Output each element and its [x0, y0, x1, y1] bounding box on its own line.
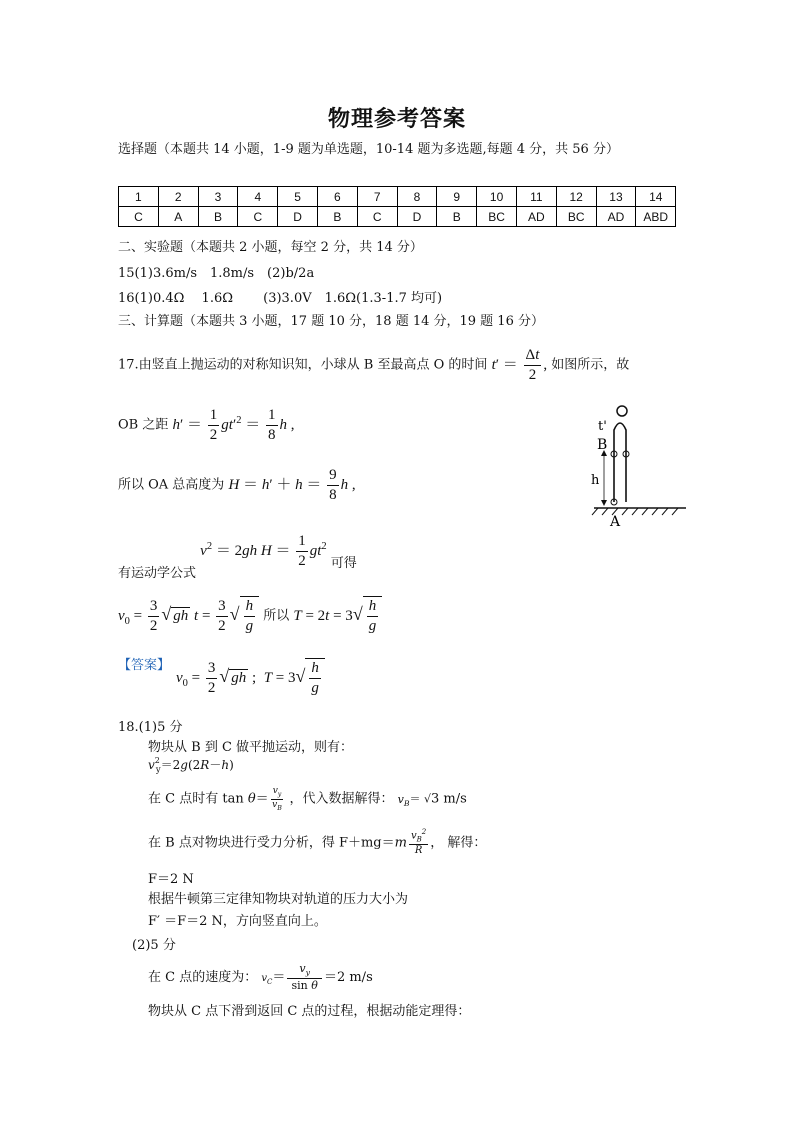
tan-mid: ，代入数据解得： [289, 791, 394, 807]
table-cell: 5 [278, 187, 318, 207]
result-formula-T: T = 2t = 3√ $\frac{h}{g}$ [293, 608, 382, 624]
q18-line2: $v^2_y=2g(2R-h)$ [148, 756, 234, 775]
table-cell: 10 [477, 187, 517, 207]
table-cell: 14 [636, 187, 676, 207]
q17-kinematics [118, 532, 357, 581]
q17-line1-tail: 如图所示，故 [551, 357, 630, 373]
section-experiment-heading: 二、实验题（本题共 2 小题，每空 2 分，共 14 分） [118, 240, 423, 255]
q18-line5: F＝2 N [148, 872, 194, 887]
so-text: 所以 [263, 608, 290, 624]
tan-prefix: 在 C 点时有 tan [148, 791, 244, 807]
top-point-circle [617, 406, 627, 416]
label-h: h [591, 473, 600, 488]
q17-result [118, 596, 382, 636]
table-cell: A [158, 207, 198, 227]
q17-final-answer [176, 658, 325, 698]
trajectory-path [614, 423, 626, 502]
table-cell: B [317, 207, 357, 227]
q18-line4: 在 B 点对物块进行受力分析，得 F＋mg＝m $\frac{v_B^2}{R}$ ， 解得： [148, 828, 487, 857]
q18-line7: F′ ＝F＝2 N，方向竖直向上。 [148, 914, 327, 929]
table-cell: 1 [119, 187, 159, 207]
table-cell: B [198, 207, 238, 227]
vc-suffix: ＝2 m/s [323, 969, 373, 985]
table-cell: 12 [556, 187, 596, 207]
answer-table [118, 186, 676, 227]
table-cell: AD [596, 207, 636, 227]
total-formula: H ＝ h′ ＋ h ＝ $\frac{9}{8}$ h , [228, 467, 356, 503]
table-cell: BC [477, 207, 517, 227]
q18-heading: 18.(1)5 分 [118, 720, 183, 735]
table-cell: 13 [596, 187, 636, 207]
label-B: B [597, 437, 608, 453]
q18-line8: 在 C 点的速度为： $v_C=$ $\frac{v_y}{\text{sin θ}}$ ＝2 m/s [148, 962, 373, 992]
projectile-diagram [586, 402, 696, 530]
final-formula: $v_0$ = $\frac{3}{2}$ √ gh ; T = 3√ $\frac{h}{g}$ [176, 670, 325, 686]
ob-formula: h′ ＝ $\frac{1}{2}$ $gt'^2$ ＝ $\frac{1}{8}$ h , [172, 407, 295, 443]
table-row-numbers [119, 187, 676, 207]
table-cell: D [397, 207, 437, 227]
q18-line3: 在 C 点时有 tan θ＝ $\frac{v_y}{v_B}$ ，代入数据解得： $v_B= √3$ m/s [148, 786, 467, 812]
formula-prefix: 有运动学公式 [118, 565, 197, 581]
q17-intro-text: 17.由竖直上抛运动的对称知识知，小球从 B 至最高点 O 的时间 [118, 357, 488, 373]
q18-part2: (2)5 分 [132, 938, 176, 953]
table-cell: 6 [317, 187, 357, 207]
table-cell: C [238, 207, 278, 227]
table-cell: 8 [397, 187, 437, 207]
ob-prefix: OB 之距 [118, 417, 169, 433]
total-prefix: 所以 OA 总高度为 [118, 477, 225, 493]
q18-line6: 根据牛顿第三定律知物块对轨道的压力大小为 [148, 892, 409, 907]
section-calculation-heading: 三、计算题（本题共 3 小题，17 题 10 分，18 题 14 分，19 题 16 分） [118, 314, 544, 329]
vc-prefix: 在 C 点的速度为： [148, 969, 258, 985]
q16-answer: 16(1)0.4Ω 1.6Ω (3)3.0V 1.6Ω(1.3-1.7 均可) [118, 291, 443, 306]
force-prefix: 在 B 点对物块进行受力分析，得 F＋mg＝ [148, 835, 395, 851]
label-A: A [610, 514, 621, 530]
vy-squared-formula: v [148, 758, 155, 772]
vb-value: 3 m/s [431, 791, 467, 807]
table-cell: 3 [198, 187, 238, 207]
table-cell: 2 [158, 187, 198, 207]
q18-line9: 物块从 C 点下滑到返回 C 点的过程，根据动能定理得： [148, 1004, 471, 1019]
table-row-answers [119, 207, 676, 227]
table-cell: C [357, 207, 397, 227]
table-cell: 7 [357, 187, 397, 207]
table-cell: D [278, 207, 318, 227]
table-cell: 9 [437, 187, 477, 207]
table-cell: 4 [238, 187, 278, 207]
page-title: 物理参考答案 [327, 107, 466, 132]
table-cell: AD [516, 207, 556, 227]
arrow-head-down [601, 500, 607, 506]
answer-tag: 【答案】 [118, 658, 171, 673]
q15-answer: 15(1)3.6m/s 1.8m/s (2)b/2a [118, 266, 315, 281]
table-cell: C [119, 207, 159, 227]
formula-suffix: 可得 [330, 555, 357, 571]
table-cell: BC [556, 207, 596, 227]
time-formula: t′ ＝ $\frac{\Delta t}{2}$ , [491, 347, 548, 383]
table-cell: ABD [636, 207, 676, 227]
q18-line1: 物块从 B 到 C 做平抛运动，则有： [148, 740, 354, 755]
q17-line1 [118, 346, 629, 385]
q17-ob-distance [118, 406, 295, 445]
q17-total-height [118, 466, 356, 505]
ground-hatch [592, 508, 678, 515]
kinematics-formula: $v^2 = 2gh$ H ＝ $\frac{1}{2}$ $gt^2$ [200, 533, 327, 569]
result-formula-v0: $v_0$ = $\frac{3}{2}$ √ gh t = $\frac{3}{2}$ √ $\frac{h}{g}$ [118, 608, 259, 624]
label-t: t' [598, 419, 607, 434]
force-suffix: 解得： [447, 835, 487, 851]
table-cell: 11 [516, 187, 556, 207]
section-multiple-choice-heading: 选择题（本题共 14 小题，1-9 题为单选题，10-14 题为多选题,每题 4 分，共 56 分） [118, 142, 619, 157]
table-cell: B [437, 207, 477, 227]
